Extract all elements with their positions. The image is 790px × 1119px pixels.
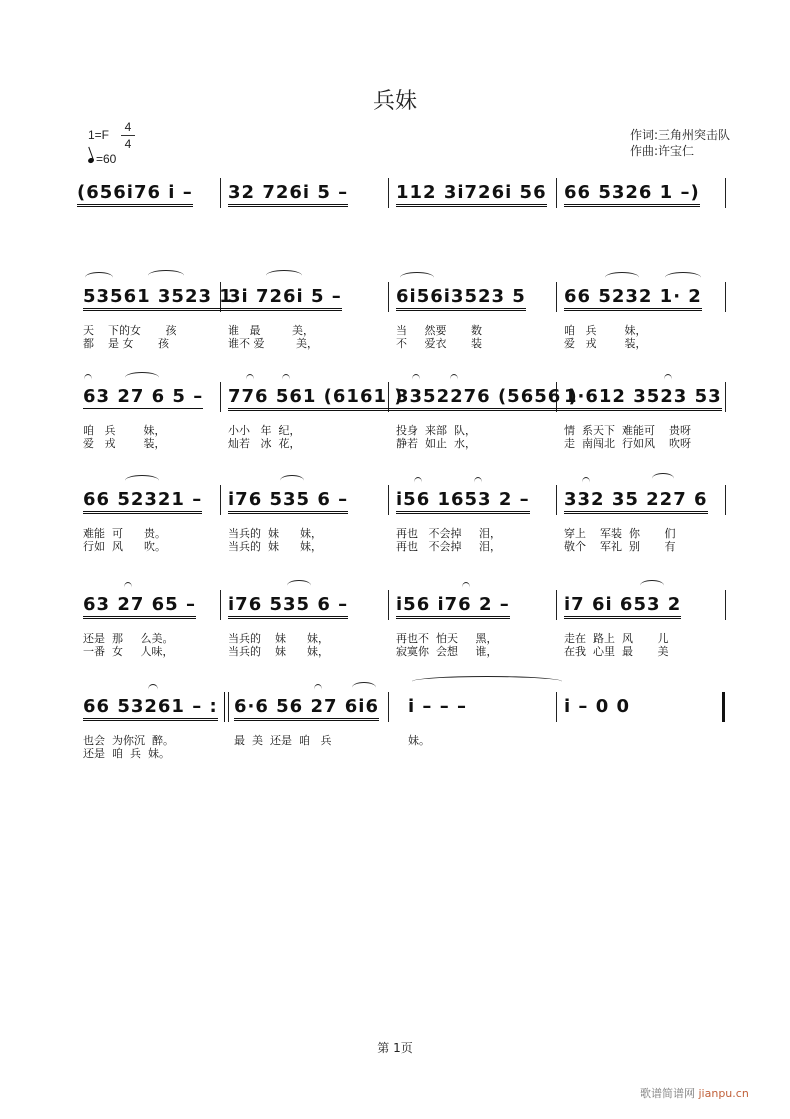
time-signature-bottom: 4 [124,137,132,151]
slur [352,682,376,693]
lyrics-verse-1: 妹。 [408,734,430,747]
lyrics-verse-2: 爱 戎 装， [83,437,166,450]
measure: 6·6 56 27 6i6 [234,696,379,721]
lyrics-verse-1: 难能 可 贵。 [83,527,166,540]
measure: i76 535 6 – [228,489,348,514]
slur [282,374,290,385]
barline [388,485,389,515]
measure: 6i56i3523 5 [396,286,526,311]
tempo-marking [88,152,116,166]
lyrics-verse-1: 穿上 军装 你 们 [564,527,676,540]
tie [412,676,562,687]
barline [556,485,557,515]
slur [148,684,158,695]
lyrics-verse-1: 当兵的 妹 妹， [228,527,322,540]
slur-with-mordent [652,473,674,484]
slur [124,582,132,593]
page-number: 第 1页 [377,1041,413,1055]
barline [220,382,221,412]
key-signature: 1=F [88,128,110,142]
measure: 332 35 227 6 [564,489,708,514]
measure: 63 27 6 5 – [83,386,204,407]
slur [605,272,639,283]
slur [450,374,458,385]
lyrics-verse-1: 投身 来部 队， [396,424,476,437]
lyrics-verse-2: 再也 不会掉 泪， [396,540,501,553]
lyrics-verse-2: 一番 女 人味， [83,645,174,658]
barline [388,692,389,722]
barline [220,485,221,515]
measure: i56 i76 2 – [396,594,510,619]
time-signature [121,120,135,151]
slur [85,272,113,283]
lyrics-verse-2: 敬个 军礼 别 有 [564,540,676,553]
measure: 66 5232 1· 2 [564,286,702,311]
lyrics-verse-2: 静若 如止 水， [396,437,476,450]
measure: 66 53261 – : [83,696,218,721]
slur [148,270,184,281]
barline [220,178,221,208]
lyrics-verse-2: 寂寞你 会想 谁， [396,645,498,658]
barline [725,485,726,515]
barline [388,282,389,312]
lyrics-verse-1: 当 然要 数 [396,324,482,337]
barline [725,178,726,208]
time-signature-top: 4 [124,120,132,134]
slur [125,475,159,486]
watermark-cn: 歌谱简谱网 [640,1087,695,1100]
lyrics-verse-2: 行如 风 吹。 [83,540,166,553]
measure: 53561 3523 1 [83,286,233,311]
measure: i76 535 6 – [228,594,348,619]
lyrics-verse-1: 最 美 还是 咱 兵 [234,734,332,747]
slur [665,272,701,283]
barline [725,382,726,412]
time-signature-divider [121,135,135,136]
lyrics-verse-2: 走 南闯北 行如风 吹呀 [564,437,691,450]
lyrics-verse-1: 当兵的 妹 妹， [228,632,329,645]
lyrics-verse-1: 小小 年 纪， [228,424,301,437]
barline [556,178,557,208]
measure: 66 5326 1 –) [564,182,700,207]
slur [640,580,664,591]
tempo-value: =60 [96,152,117,166]
lyrics-verse-2: 在我 心里 最 美 [564,645,669,658]
slur [664,374,672,385]
measure: i – 0 0 [564,696,631,717]
lyrics-verse-2: 当兵的 妹 妹， [228,645,329,658]
lyrics-verse-2: 不 爱衣 装 [396,337,482,350]
slur [125,372,159,383]
final-barline [722,692,725,722]
slur [287,580,311,591]
lyrics-verse-1: 再也不 怕天 黑， [396,632,498,645]
measure: 66 52321 – [83,489,202,514]
slur [412,374,420,385]
song-title: 兵妹 [372,89,417,114]
credits [630,127,730,159]
measure: (656i76 i – [77,182,193,207]
repeat-barline [228,692,229,722]
slur [84,374,92,385]
watermark-en: jianpu.cn [698,1087,749,1100]
measure: 776 561 (6161 ) [228,386,404,411]
lyrics-verse-1: 再也 不会掉 泪， [396,527,501,540]
lyrics-verse-1: 谁 最 美， [228,324,314,337]
lyrics-verse-1: 情 系天下 难能可 贵呀 [564,424,691,437]
lyrics-verse-2: 谁不 爱 美， [228,337,318,350]
composer: 作曲:许宝仁 [630,144,695,158]
barline [388,178,389,208]
slur [582,477,590,488]
lyrics-verse-1: 也会 为你沉 醉。 [83,734,174,747]
lyrics-verse-2: 当兵的 妹 妹， [228,540,322,553]
quarter-note-icon [87,157,94,164]
measure: 1·612 3523 53 [564,386,722,411]
measure: i – – – [408,696,467,717]
barline [556,282,557,312]
slur [280,475,304,486]
barline [725,282,726,312]
lyrics-verse-2: 灿若 冰 花， [228,437,301,450]
measure: 3352276 (5656 ) [396,386,578,411]
lyrics-verse-2: 还是 咱 兵 妹。 [83,747,170,760]
barline [556,590,557,620]
slur [400,272,434,283]
measure: i56 1653 2 – [396,489,530,514]
barline [220,590,221,620]
lyrics-verse-1: 还是 那 么美。 [83,632,174,645]
lyrics-verse-2: 爱 戎 装， [564,337,647,350]
lyrics-verse-1: 天 下的女 孩 [83,324,177,337]
watermark [640,1085,749,1101]
measure: 3i 726i 5 – [228,286,342,311]
lyrics-verse-1: 走在 路上 风 儿 [564,632,669,645]
lyrics-verse-2: 都 是 女 孩 [83,337,169,350]
barline [388,590,389,620]
measure: i7 6i 653 2 [564,594,681,619]
slur [246,374,254,385]
slur [462,582,470,593]
lyrics-verse-1: 咱 兵 妹， [564,324,647,337]
measure: 32 726i 5 – [228,182,348,207]
lyricist: 作词:三角州突击队 [630,128,731,142]
slur [474,477,482,488]
slur [314,684,322,695]
slur [414,477,422,488]
slur [266,270,302,281]
measure: 63 27 65 – [83,594,196,619]
measure: 112 3i726i 56 [396,182,547,207]
barline [725,590,726,620]
barline [556,692,557,722]
lyrics-verse-1: 咱 兵 妹， [83,424,166,437]
